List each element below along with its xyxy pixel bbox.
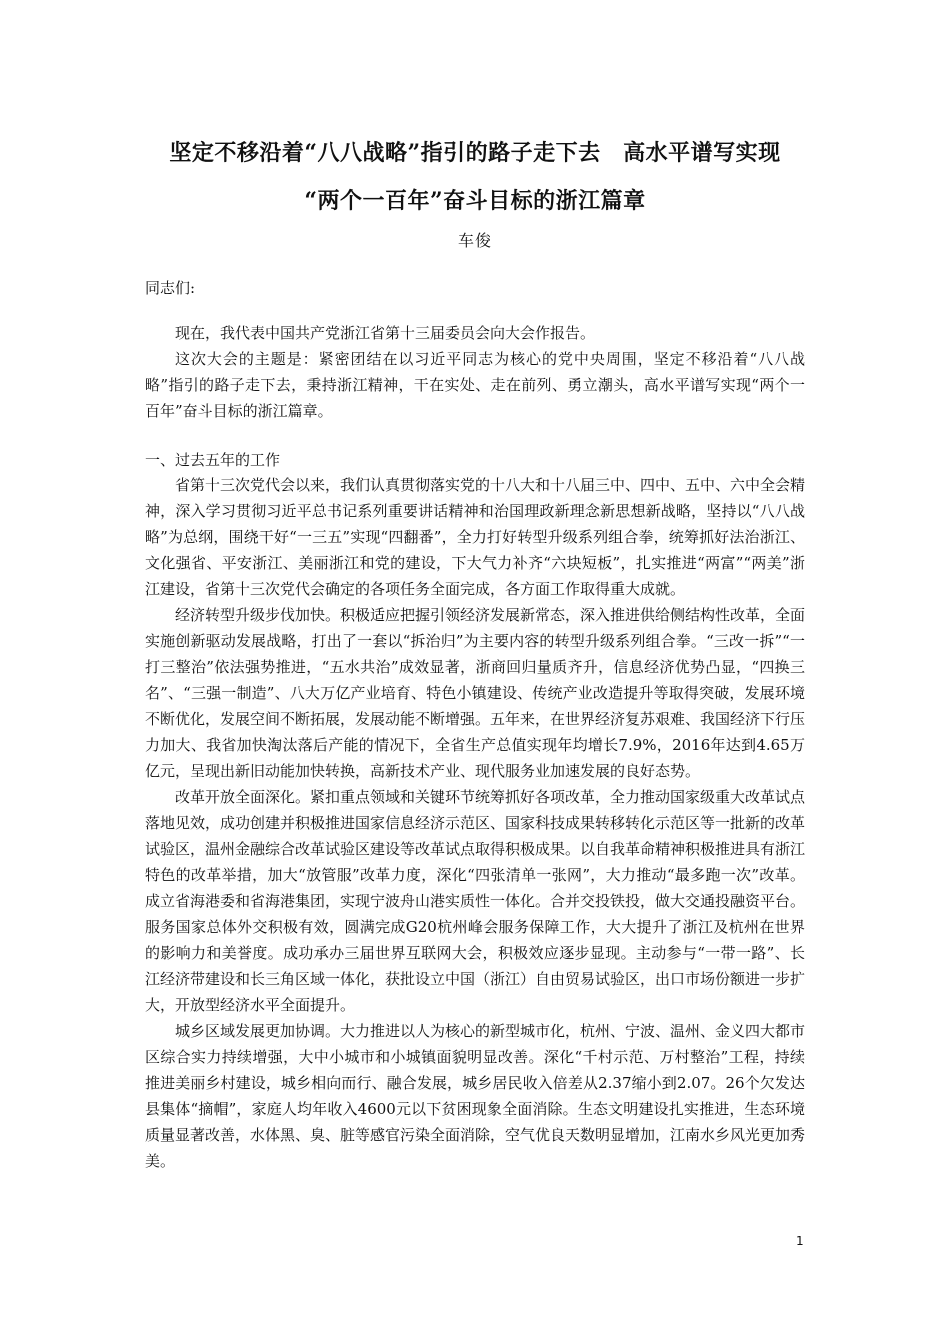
intro-body (145, 320, 805, 424)
paragraph: 改革开放全面深化。紧扣重点领域和关键环节统筹抓好各项改革，全力推动国家级重大改革试点落地见效，成功创建并积极推进国家信息经济示范区、国家科技成果转移转化示范区等一批新的改革试验区，温州金融综合改革试验区建设等改革试点取得积极成果。以自我革命精神积极推进具有浙江特色的改革举措，加大“放管服”改革力度，深化“四张清单一张网”，大力推动“最多跑一次”改革。成立省海港委和省海港集团，实现宁波舟山港实质性一体化。合并交投铁投，做大交通投融资平台。服务国家总体外交积极有效，圆满完成G20杭州峰会服务保障工作，大大提升了浙江及杭州在世界的影响力和美誉度。成功承办三届世界互联网大会，积极效应逐步显现。主动参与“一带一路”、长江经济带建设和长三角区域一体化，获批设立中国（浙江）自由贸易试验区，出口市场份额进一步扩大，开放型经济水平全面提升。 (145, 788, 806, 1014)
paragraph: 省第十三次党代会以来，我们认真贯彻落实党的十八大和十八届三中、四中、五中、六中全会精神，深入学习贯彻习近平总书记系列重要讲话精神和治国理政新理念新思想新战略，坚持以“八八战略”为总纲，围绕干好“一三五”实现“四翻番”，全力打好转型升级系列组合拳，统筹抓好法治浙江、文化强省、平安浙江、美丽浙江和党的建设，下大气力补齐“六块短板”，扎实推进“两富”“两美”浙江建设，省第十三次党代会确定的各项任务全面完成，各方面工作取得重大成就。 (145, 476, 806, 598)
page-number: 1 (796, 1234, 804, 1248)
paragraph: 这次大会的主题是：紧密团结在以习近平同志为核心的党中央周围，坚定不移沿着“八八战略”指引的路子走下去，秉持浙江精神，干在实处、走在前列、勇立潮头，高水平谱写实现“两个一百年”奋斗目标的浙江篇章。 (145, 350, 805, 420)
salutation: 同志们: (145, 279, 196, 297)
document-title-line2: “两个一百年”奋斗目标的浙江篇章 (304, 188, 646, 214)
section-heading: 一、过去五年的工作 (145, 451, 281, 469)
paragraph: 经济转型升级步伐加快。积极适应把握引领经济发展新常态，深入推进供给侧结构性改革，全面实施创新驱动发展战略，打出了一套以“拆治归”为主要内容的转型升级系列组合拳。“三改一拆”“一打三整治”依法强势推进，“五水共治”成效显著，浙商回归量质齐升，信息经济优势凸显，“四换三名”、“三强一制造”、八大万亿产业培育、特色小镇建设、传统产业改造提升等取得突破，发展环境不断优化，发展空间不断拓展，发展动能不断增强。五年来，在世界经济复苏艰难、我国经济下行压力加大、我省加快淘汰落后产能的情况下，全省生产总值实现年均增长7.9%，2016年达到4.65万亿元，呈现出新旧动能加快转换，高新技术产业、现代服务业加速发展的良好态势。 (145, 606, 806, 780)
paragraph: 城乡区域发展更加协调。大力推进以人为核心的新型城市化，杭州、宁波、温州、金义四大都市区综合实力持续增强，大中小城市和小城镇面貌明显改善。深化“千村示范、万村整治”工程，持续推进美丽乡村建设，城乡相向而行、融合发展，城乡居民收入倍差从2.37缩小到2.07。26个欠发达县集体“摘帽”，家庭人均年收入4600元以下贫困现象全面消除。生态文明建设扎实推进，生态环境质量显著改善，水体黑、臭、脏等感官污染全面消除，空气优良天数明显增加，江南水乡风光更加秀美。 (145, 1022, 806, 1170)
author: 车俊 (457, 231, 492, 250)
paragraph: 现在，我代表中国共产党浙江省第十三届委员会向大会作报告。 (175, 324, 596, 342)
document-title-line1: 坚定不移沿着“八八战略”指引的路子走下去 高水平谱写实现 (169, 140, 781, 166)
section-body (145, 472, 805, 1174)
